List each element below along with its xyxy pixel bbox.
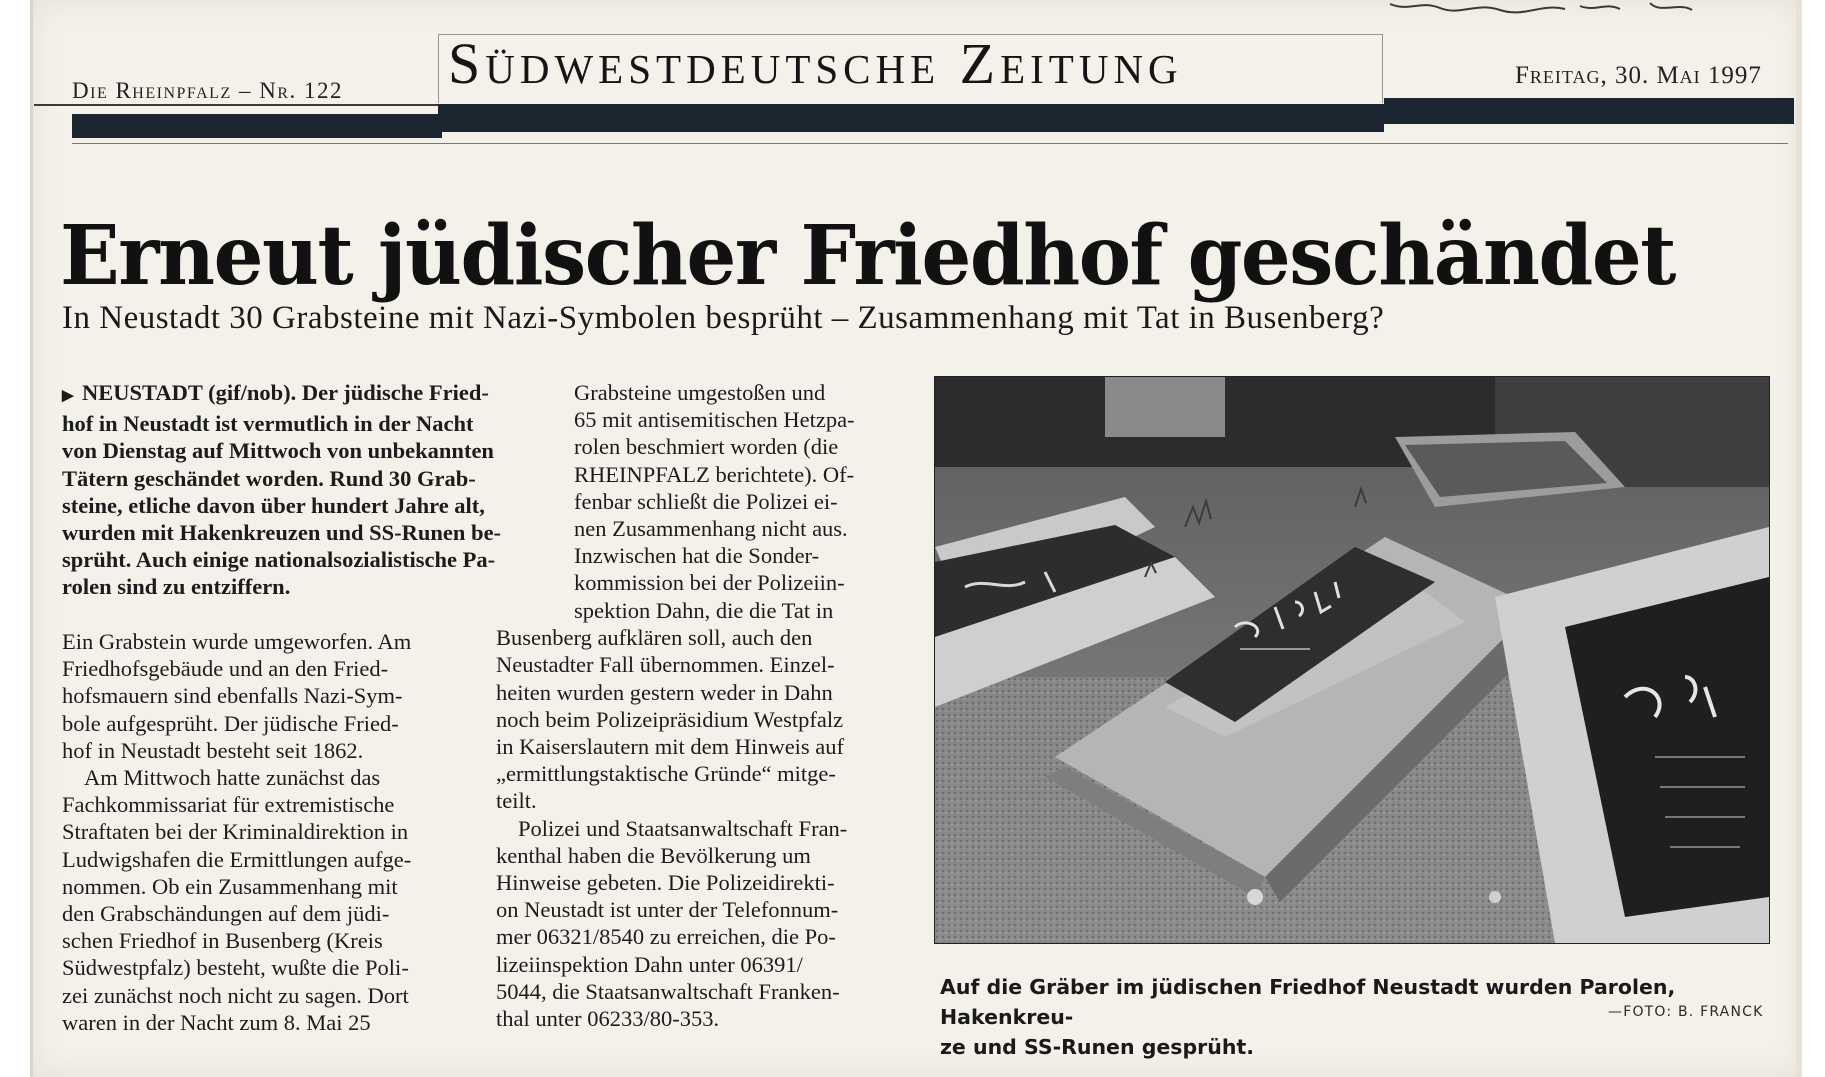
text-line: Hinweise gebeten. Die Polizeidirekti- <box>496 870 835 896</box>
caption-line: Auf die Gräber im jüdischen Friedhof Neustadt wurden Parolen, Hakenkreu- <box>940 975 1676 1029</box>
article-headline: Erneut jüdischer Friedhof geschändet <box>60 208 1675 304</box>
text-line: teilt. <box>496 788 537 814</box>
text-line: Fachkommissariat für extremistische <box>62 792 395 818</box>
text-line: NEUSTADT (gif/nob). Der jüdische Fried- <box>82 380 489 405</box>
masthead-title: Südwestdeutsche Zeitung <box>448 31 1183 96</box>
text-line: Grabsteine umgestoßen und <box>574 380 826 405</box>
text-line: „ermittlungstaktische Gründe“ mitge- <box>496 761 836 787</box>
masthead-band-left <box>72 114 442 138</box>
handwritten-mark <box>1380 0 1700 16</box>
text-line: Inzwischen hat die Sonder- <box>574 543 820 569</box>
text-line: Busenberg aufklären soll, auch den <box>496 625 813 651</box>
text-line: Straftaten bei der Kriminaldirektion in <box>62 819 409 845</box>
caption-line: ze und SS-Runen gesprüht. <box>940 1035 1255 1059</box>
text-line: sprüht. Auch einige nationalsozialistische Pa- <box>62 547 496 573</box>
masthead-band-center <box>438 104 1384 132</box>
text-line: Südwestpfalz) besteht, wußte die Poli- <box>62 955 409 981</box>
photo-credit: —FOTO: B. FRANCK <box>1608 1004 1764 1020</box>
article-subheadline: In Neustadt 30 Grabsteine mit Nazi-Symbolen besprüht – Zusammenhang mit Tat in Busenberg? <box>62 300 1385 336</box>
masthead-rule-lower <box>72 143 1788 144</box>
article-lead <box>62 379 543 601</box>
text-line: hofsmauern sind ebenfalls Nazi-Sym- <box>62 683 403 709</box>
text-line: bole aufgesprüht. Der jüdische Fried- <box>62 710 399 736</box>
text-line: den Grabschändungen auf dem jüdi- <box>62 901 390 927</box>
text-line: hof in Neustadt besteht seit 1862. <box>62 737 364 763</box>
text-line: lizeiinspektion Dahn unter 06391/ <box>496 951 803 977</box>
text-line: rolen beschmiert worden (die <box>574 434 839 460</box>
text-line: Neustadter Fall übernommen. Einzel- <box>496 652 835 678</box>
gravestones-illustration <box>935 377 1769 943</box>
masthead-newspaper-issue: Die Rheinpfalz – Nr. 122 <box>72 78 344 103</box>
text-line: kommission bei der Polizeiin- <box>574 570 845 596</box>
text-line: zei zunächst noch nicht zu sagen. Dort <box>62 982 409 1008</box>
text-line: RHEINPFALZ berichtete). Of- <box>574 461 855 487</box>
masthead-band-right <box>1384 98 1794 124</box>
text-line: rolen sind zu entziffern. <box>62 574 291 600</box>
text-line: on Neustadt ist unter der Telefonnum- <box>496 897 839 923</box>
page-edge-left <box>30 0 33 1077</box>
text-line: fenbar schließt die Polizei ei- <box>574 488 838 514</box>
text-line: von Dienstag auf Mittwoch von unbekannten <box>62 438 494 464</box>
text-line: nommen. Ob ein Zusammenhang mit <box>62 873 398 899</box>
text-line: nen Zusammenhang nicht aus. <box>574 516 848 542</box>
text-line: schen Friedhof in Busenberg (Kreis <box>62 928 383 954</box>
text-line: Friedhofsgebäude und an den Fried- <box>62 656 389 682</box>
text-line: heiten wurden gestern weder in Dahn <box>496 679 833 705</box>
text-line: Am Mittwoch hatte zunächst das <box>84 765 381 791</box>
text-line: steine, etliche davon über hundert Jahre alt, <box>62 492 485 518</box>
text-line: hof in Neustadt ist vermutlich in der Nacht <box>62 411 474 437</box>
text-line: in Kaiserslautern mit dem Hinweis auf <box>496 734 845 760</box>
text-line: waren in der Nacht zum 8. Mai 25 <box>62 1009 371 1035</box>
text-line: thal unter 06233/80-353. <box>496 1006 720 1032</box>
text-line: 5044, die Staatsanwaltschaft Franken- <box>496 978 840 1004</box>
text-line: mer 06321/8540 zu erreichen, die Po- <box>496 924 836 950</box>
text-line: spektion Dahn, die die Tat in <box>574 598 834 623</box>
article-column-2-lower <box>496 597 897 1032</box>
text-line: noch beim Polizeipräsidium Westpfalz <box>496 706 844 732</box>
text-line: kenthal haben die Bevölkerung um <box>496 842 811 868</box>
arrow-right-icon: ▶ <box>62 388 74 404</box>
text-line: wurden mit Hakenkreuzen und SS-Runen be- <box>62 520 502 546</box>
text-line: Ludwigshafen die Ermittlungen aufge- <box>62 846 412 872</box>
masthead-date: Freitag, 30. Mai 1997 <box>1515 62 1762 89</box>
text-line: Tätern geschändet worden. Rund 30 Grab- <box>62 465 476 491</box>
page-edge-right <box>1796 0 1802 1077</box>
text-line: 65 mit antisemitischen Hetzpa- <box>574 407 855 433</box>
article-column-2-upper <box>574 379 894 597</box>
cemetery-photo <box>934 376 1770 944</box>
article-column-1 <box>62 628 468 1036</box>
text-line: Polizei und Staatsanwaltschaft Fran- <box>518 815 848 841</box>
text-line: Ein Grabstein wurde umgeworfen. Am <box>62 629 412 654</box>
